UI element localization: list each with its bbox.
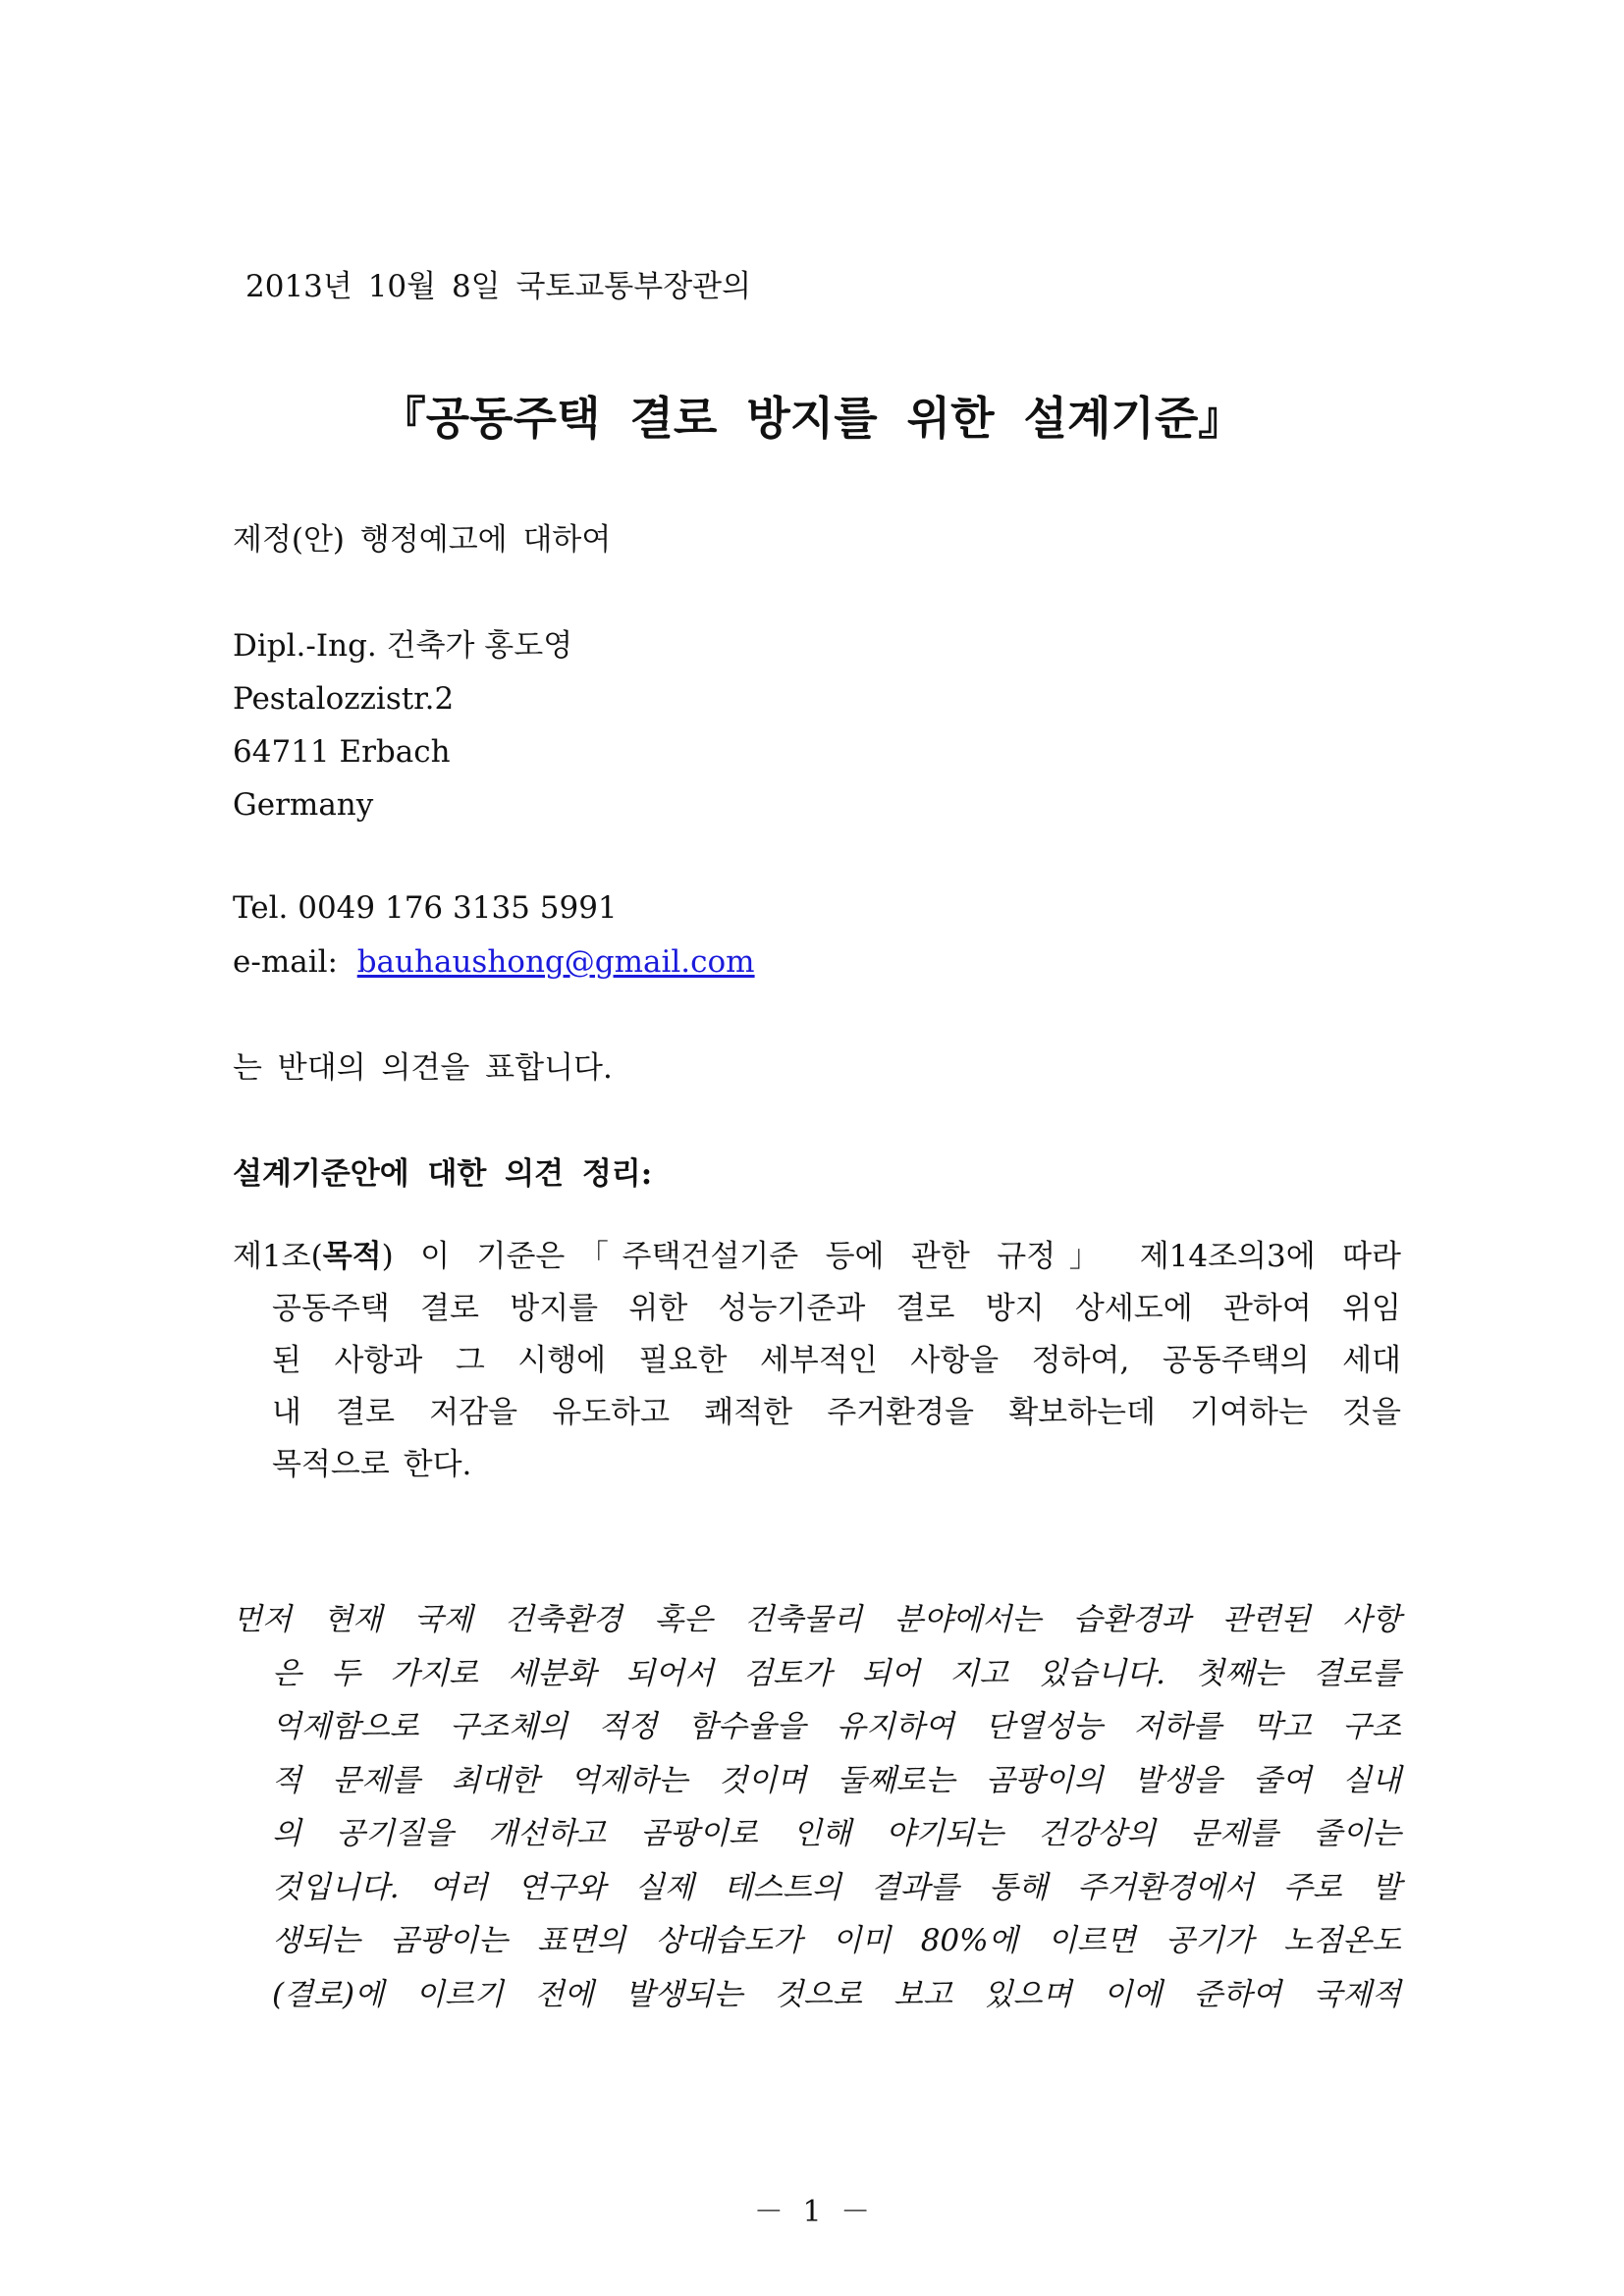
page-number: － 1 －: [753, 2195, 871, 2229]
article-1-keyword: 목적: [322, 1239, 382, 1274]
date-line: 2013년 10월 8일 국토교통부장관의: [245, 269, 752, 304]
article-1-line: 목적으로 한다.: [272, 1447, 472, 1482]
opinion-statement: 는 반대의 의견을 표합니다.: [233, 1050, 613, 1086]
opinion-line: (결로)에 이르기 전에 발생되는 것으로 보고 있으며 이에 준하여 국제적: [272, 1976, 1401, 2012]
opinion-line: 적 문제를 최대한 억제하는 것이며 둘째로는 곰팡이의 발생을 줄여 실내: [272, 1762, 1401, 1798]
article-1-line: 된 사항과 그 시행에 필요한 세부적인 사항을 정하여, 공동주택의 세대: [272, 1343, 1401, 1378]
opinion-line: 생되는 곰팡이는 표면의 상대습도가 이미 80%에 이르면 공기가 노점온도: [272, 1923, 1401, 1958]
article-1-first-rest: ) 이 기준은「주택건설기준 등에 관한 규정」 제14조의3에 따라: [381, 1239, 1401, 1274]
article-1: [233, 1237, 1401, 1497]
email-label: e-mail:: [233, 944, 338, 980]
author-email-line: [233, 942, 755, 982]
opinion-paragraph: [233, 1600, 1401, 2028]
section-heading: 설계기준안에 대한 의견 정리:: [233, 1156, 653, 1192]
document-subtitle: 제정(안) 행정예고에 대하여: [233, 522, 612, 558]
article-1-line: 공동주택 결로 방지를 위한 성능기준과 결로 방지 상세도에 관하여 위임: [272, 1291, 1401, 1326]
email-link[interactable]: bauhaushong@gmail.com: [356, 944, 755, 980]
author-name: Dipl.-Ing. 건축가 홍도영: [233, 628, 573, 664]
author-country: Germany: [233, 787, 374, 823]
article-1-line: 내 결로 저감을 유도하고 쾌적한 주거환경을 확보하는데 기여하는 것을: [272, 1395, 1401, 1430]
opinion-line: 은 두 가지로 세분화 되어서 검토가 되어 지고 있습니다. 첫째는 결로를: [272, 1655, 1401, 1691]
author-street: Pestalozzistr.2: [233, 681, 455, 717]
opinion-line: 의 공기질을 개선하고 곰팡이로 인해 야기되는 건강상의 문제를 줄이는: [272, 1816, 1401, 1851]
article-1-prefix: 제1조(: [233, 1239, 323, 1274]
opinion-line: 먼저 현재 국제 건축환경 혹은 건축물리 분야에서는 습환경과 관련된 사항: [233, 1602, 1401, 1637]
opinion-line: 억제함으로 구조체의 적정 함수율을 유지하여 단열성능 저하를 막고 구조: [272, 1709, 1401, 1744]
author-telephone: Tel. 0049 176 3135 5991: [233, 890, 618, 926]
document-title: 『공동주택 결로 방지를 위한 설계기준』: [380, 392, 1244, 445]
author-city: 64711 Erbach: [233, 734, 451, 770]
opinion-line: 것입니다. 여러 연구와 실제 테스트의 결과를 통해 주거환경에서 주로 발: [272, 1869, 1401, 1905]
article-1-line-first: [233, 1237, 1401, 1289]
